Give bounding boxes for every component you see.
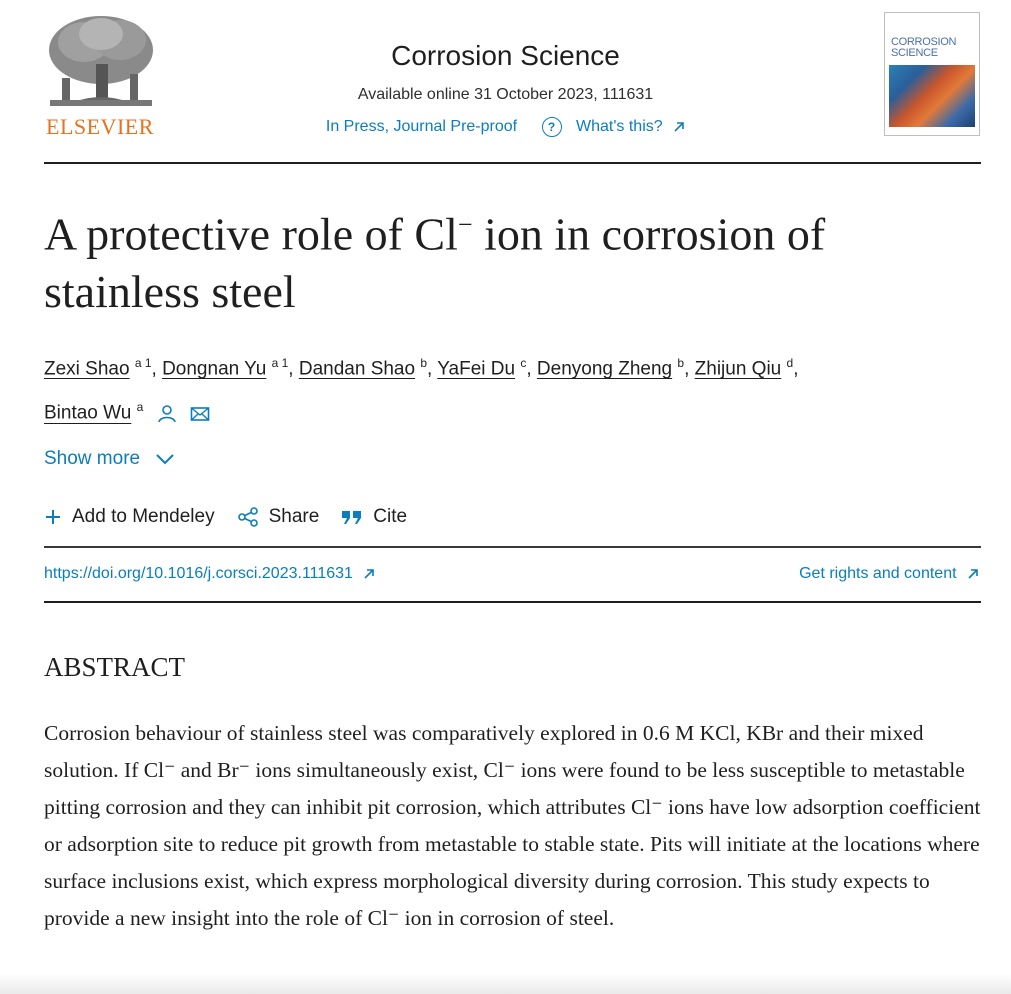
cover-title: CORROSION SCIENCE [891,36,957,59]
add-to-mendeley-button[interactable]: Add to Mendeley [44,506,215,528]
share-icon [237,506,259,528]
author-link[interactable]: Denyong Zheng [536,358,673,380]
question-icon[interactable]: ? [542,117,562,137]
get-rights-link[interactable]: Get rights and content [799,565,979,583]
abstract-text: Corrosion behaviour of stainless steel was comparatively explored in 0.6 M KCl, KBr and their mixed solution. If Cl⁻ and Br⁻ ions simultaneously exist, Cl⁻ ions were found to be less susceptible to metastable pitting corrosion and they can inhibit pit corrosion, which attributes Cl⁻ ions have low adsorption coefficient or adsorption site to reduce pit growth from metastable to stable state. Pits will initiate at the locations where surface inclusions exist, which express morphological diversity during corrosion. This study expects to provide a new insight into the role of Cl⁻ ion in corrosion of steel. [44,721,981,930]
plus-icon [44,508,62,526]
elsevier-wordmark[interactable]: ELSEVIER [46,114,154,139]
press-status-row [0,117,1011,137]
header-divider [44,162,981,164]
author-link[interactable]: Zhijun Qiu [694,358,782,380]
share-button[interactable]: Share [237,506,320,528]
cover-artwork [889,65,975,127]
in-press-label[interactable]: In Press, Journal Pre-proof [325,118,518,135]
author-link[interactable]: Dongnan Yu [162,358,267,380]
action-bar [44,506,429,528]
external-link-icon [673,121,685,133]
abstract-heading: ABSTRACT [44,652,186,682]
doi-link[interactable]: https://doi.org/10.1016/j.corsci.2023.111631 [44,565,375,583]
article-title: A protective role of Cl− ion in corrosion of stainless steel [44,208,826,318]
external-link-icon [363,568,375,580]
links-divider [44,601,981,603]
availability-text: Available online 31 October 2023, 111631 [357,86,654,103]
whats-this-link[interactable]: What's this? [576,118,663,135]
journal-title[interactable]: Corrosion Science [391,40,620,71]
quote-icon [341,509,363,525]
external-link-icon [967,568,979,580]
author-link[interactable]: Zexi Shao [44,358,130,380]
person-icon[interactable] [157,404,177,424]
email-icon[interactable] [190,406,210,422]
author-link[interactable]: Dandan Shao [298,358,416,380]
author-list: Zexi Shao $^{a 1}$, Dongnan Yu $^{a 1}$, Dandan Shao $^b$, YaFei Du $^c$, Denyong Zheng $^b$, Zhijun Qiu $^d$, Bintao Wu $^a$ [44,356,799,424]
journal-cover-image[interactable] [884,12,980,136]
author-link[interactable]: Bintao Wu [44,402,132,424]
author-link[interactable]: YaFei Du [437,358,516,380]
cite-button[interactable]: Cite [341,506,407,528]
show-more-button[interactable]: Show more [44,448,175,470]
chevron-down-icon [155,453,175,465]
bottom-fade [0,974,1011,994]
actions-divider [44,546,981,548]
